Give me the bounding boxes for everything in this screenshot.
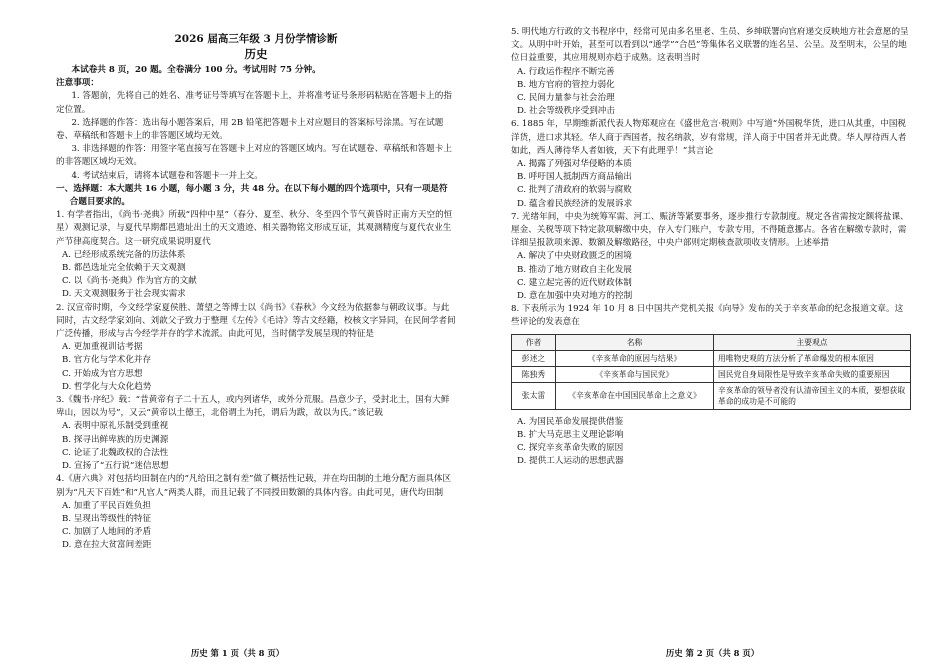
q8-option-d: D. 提供工人运动的思想武器: [517, 456, 624, 467]
exam-page-2: [475, 0, 950, 672]
q5-option-b: B. 地方官府的管控力弱化: [517, 79, 615, 90]
page-1-footer: 历史 第 1 页（共 8 页）: [190, 647, 285, 658]
section-1-lead: 一、选择题：本大题共 16 小题，每小题 3 分，共 48 分。在以下每小题的四个选项中，只有一项是符: [56, 183, 448, 194]
q5-option-a: A. 行政运作程序不断完善: [517, 66, 615, 77]
question-6-stem: 6. 1885 年，早期维新派代表人物郑观应在《盛世危言·税则》中写道“外国税华货，进口从其重，中国税洋货，进口求其轻。华人商于西国者，按名纳款，岁有常规，洋人商于中国者并无此费。华人厚待西人者如此，西人薄待华人者如彼，天下有此理乎！”其言论: [511, 119, 907, 156]
question-8: [511, 303, 911, 468]
page-2-footer: 历史 第 2 页（共 8 页）: [665, 647, 760, 658]
question-2-stem: 2. 汉宣帝时期，今文经学家夏侯胜、萧望之等博士以《尚书》《春秋》今文经为依据参与朝政议事。与此同时，古文经学家刘向、刘歆父子致力于整理《左传》《毛诗》等古文经籍，校核文字异同，在民间学者间广泛传播，形成与古今经学并存的学术流派。由此可见，当时儒学发展呈现的特征是: [56, 302, 456, 340]
question-5-stem: 5. 明代地方行政的文书程序中，经常可见由多名里老、生员、乡绅联署向官府递交反映地方社会意愿的呈文。从明中叶开始，甚至可以看到以“通学”“合邑”等集体名义联署的连名呈、公呈。及至明末，公呈的地位日益重要，其应用规则亦趋于成熟。这表明当时: [511, 27, 909, 64]
q7-option-d: D. 意在加强中央对地方的控制: [517, 291, 633, 302]
table-header-title: 名称: [556, 334, 714, 350]
q2-option-d: D. 哲学化与大众化趋势: [62, 381, 152, 392]
q8-option-c: C. 探究辛亥革命失败的原因: [517, 443, 624, 454]
table-header-author: 作者: [512, 334, 556, 350]
q2-option-b: B. 官方化与学术化并存: [62, 355, 152, 366]
exam-title: 2026 届高三年级 3 月份学情诊断: [174, 33, 338, 45]
question-3-stem: 3.《魏书·序纪》载：“昔黄帝有子二十五人，或内列诸华，或外分荒服。昌意少子，受封北土，国有大鲜卑山，因以为号”，又云“黄帝以土德王，北俗谓土为托，谓后为跋，故以为氏。”该记载: [56, 395, 450, 419]
question-7: [511, 211, 911, 303]
table-header-row: [512, 334, 911, 350]
q7-option-b: B. 推动了地方财政自主化发展: [517, 264, 632, 275]
table-cell-viewpoint: 国民党自身局限性是导致辛亥革命失败的重要原因: [714, 366, 911, 382]
question-4: [56, 473, 456, 552]
q4-option-d: D. 意在拉大贫富间差距: [62, 540, 152, 551]
q1-option-b: B. 都邑选址完全依赖于天文观测: [62, 263, 186, 274]
revolution-articles-table: [511, 334, 911, 410]
q2-option-a: A. 更加重视训诂考据: [62, 342, 143, 353]
q4-option-a: A. 加重了平民百姓负担: [62, 500, 152, 511]
note-1: 1. 答题前，先将自己的姓名、准考证号等填写在答题卡上，并将准考证号条形码粘贴在答题卡上的指定位置。: [56, 91, 452, 115]
q8-option-b: B. 扩大马克思主义理论影响: [517, 429, 624, 440]
section-1-cont: 合题目要求的。: [69, 197, 130, 208]
question-1-stem: 1. 有学者指出，《尚书·尧典》所载“四仲中星”（春分、夏至、秋分、冬至四个节气黄昏时正南方天空的恒星）观测记录，与夏代早期都邑遗址出土的天文遗迹、相关器物铭文形成互证，其观测精度与夏代农业生产节律高度契合。这一研究成果说明夏代: [56, 210, 453, 247]
q1-option-d: D. 天文观测服务于社会现实需求: [62, 289, 186, 300]
q1-option-a: A. 已经形成系统完备的历法体系: [62, 249, 186, 260]
page-1-column: [56, 26, 456, 642]
q3-option-d: D. 宣扬了“五行说”迷信思想: [62, 461, 169, 472]
table-cell-author: 彭述之: [512, 350, 556, 366]
table-cell-title: 《辛亥革命的原因与结果》: [556, 350, 714, 366]
table-cell-title: 《辛亥革命与国民党》: [556, 366, 714, 382]
q8-option-a: A. 为国民革命发展提供借鉴: [517, 416, 624, 427]
table-cell-author: 张太雷: [512, 382, 556, 409]
q5-option-c: C. 民间力量参与社会治理: [517, 93, 615, 104]
q6-option-d: D. 蕴含着民族经济的发展诉求: [517, 198, 633, 209]
page-2-column: [511, 26, 911, 642]
table-header-viewpoint: 主要观点: [714, 334, 911, 350]
q6-option-a: A. 揭露了列强对华侵略的本质: [517, 159, 632, 170]
question-2: [56, 302, 456, 394]
exam-meta: 本试卷共 8 页，20 题。全卷满分 100 分。考试用时 75 分钟。: [71, 65, 321, 75]
table-cell-author: 陈独秀: [512, 366, 556, 382]
question-4-stem: 4.《唐六典》对包括均田制在内的“凡给田之制有差”做了概括性记载，并在均田制的土地分配方面具体区别为“凡天下百姓”和“凡官人”两类人群，而且记载了不同授田数额的具体内容。由此可见，唐代均田制: [56, 474, 452, 498]
note-2: 2. 选择题的作答：选出每小题答案后，用 2B 铅笔把答题卡上对应题目的答案标号涂黑。写在试题卷、草稿纸和答题卡上的非答题区域均无效。: [56, 117, 444, 142]
question-6: [511, 118, 911, 210]
q7-option-c: C. 建立起完善的近代财政体制: [517, 277, 632, 288]
q3-option-b: B. 探寻出鲜卑族的历史渊源: [62, 434, 169, 445]
q1-option-c: C. 以《尚书·尧典》作为官方的文献: [62, 276, 197, 287]
q4-option-b: B. 呈现出等级性的特征: [62, 513, 152, 524]
q7-option-a: A. 解决了中央财政匮乏的困境: [517, 251, 632, 262]
question-5: [511, 26, 911, 118]
question-3: [56, 394, 456, 473]
q5-option-d: D. 社会等级秩序受到冲击: [517, 106, 615, 117]
q3-option-a: A. 表明中原礼乐制受到重视: [62, 421, 169, 432]
table-row: [512, 366, 911, 382]
notes-title: 注意事项：: [56, 78, 99, 89]
table-cell-viewpoint: 辛亥革命的领导者没有认清帝国主义的本质，要想获取革命的成功是不可能的: [714, 382, 911, 409]
note-3: 3. 非选择题的作答：用签字笔直接写在答题卡上对应的答题区域内。写在试题卷、草稿纸和答题卡上的非答题区域均无效。: [56, 144, 452, 168]
q4-option-c: C. 加剧了人地间的矛盾: [62, 527, 152, 538]
table-row: [512, 382, 911, 409]
q6-option-c: C. 批判了清政府的软弱与腐败: [517, 185, 632, 196]
question-8-stem: 8. 下表所示为 1924 年 10 月 8 日中国共产党机关报《向导》发布的关于辛亥革命的纪念报道文章。这些评论的发表意在: [511, 304, 904, 328]
q2-option-c: C. 开始成为官方思想: [62, 368, 143, 379]
q3-option-c: C. 论证了北魏政权的合法性: [62, 447, 169, 458]
question-7-stem: 7. 光绪年间，中央为统筹军需、河工、赈济等紧要事务，逐步推行专款制度。规定各省需按定额将盐课、厘金、关税等项下特定款项解缴中央，存入专门账户，专款专用，不得随意挪占。各省在解缴专款时，需详细呈报款项来源、数额及解缴路径，中央户部则定期核查款项收支情形。上述举措: [511, 211, 909, 249]
table-cell-viewpoint: 用唯物史观的方法分析了革命爆发的根本原因: [714, 350, 911, 366]
q6-option-b: B. 呼吁国人抵制西方商品输出: [517, 172, 632, 183]
note-4: 4. 考试结束后，请将本试题卷和答题卡一并上交。: [71, 170, 263, 181]
exam-subject: 历史: [244, 47, 268, 61]
table-cell-title: 《辛亥革命在中国国民革命上之意义》: [556, 382, 714, 409]
table-row: [512, 350, 911, 366]
section-1-heading: [56, 183, 456, 209]
question-1: [56, 209, 456, 301]
